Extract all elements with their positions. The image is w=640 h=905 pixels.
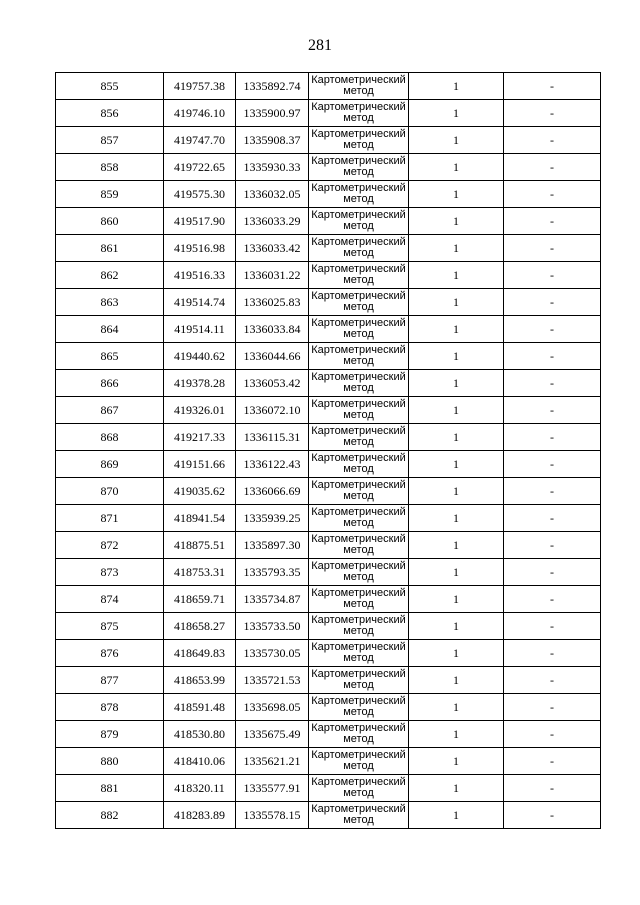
accuracy-cell: 1 [409,208,504,235]
point-number-cell: 875 [56,613,164,640]
table-row [56,667,601,694]
y-coordinate-cell: 1335734.87 [236,586,309,613]
y-coordinate-cell: 1335621.21 [236,748,309,775]
table-row [56,181,601,208]
y-coordinate-cell: 1336025.83 [236,289,309,316]
x-coordinate-cell: 419514.74 [164,289,236,316]
table-row [56,721,601,748]
accuracy-cell: 1 [409,127,504,154]
table-row [56,289,601,316]
x-coordinate-cell: 418941.54 [164,505,236,532]
method-label-line1: Картометрический [311,290,406,302]
method-label-line1: Картометрический [311,101,406,113]
accuracy-cell: 1 [409,640,504,667]
method-label-line1: Картометрический [311,614,406,626]
y-coordinate-cell: 1335675.49 [236,721,309,748]
table-row [56,262,601,289]
point-number-cell: 881 [56,775,164,802]
point-number-cell: 869 [56,451,164,478]
table-row [56,397,601,424]
point-number-cell: 880 [56,748,164,775]
method-label-line2: метод [343,787,374,799]
method-label-line1: Картометрический [311,722,406,734]
method-label-line2: метод [343,220,374,232]
accuracy-cell: 1 [409,262,504,289]
method-label-line1: Картометрический [311,533,406,545]
table-row [56,154,601,181]
table-row [56,235,601,262]
y-coordinate-cell: 1336031.22 [236,262,309,289]
x-coordinate-cell: 418653.99 [164,667,236,694]
point-number-cell: 864 [56,316,164,343]
method-label-line2: метод [343,814,374,826]
point-number-cell: 855 [56,73,164,100]
table-row [56,316,601,343]
note-cell: - [504,343,601,370]
x-coordinate-cell: 419722.65 [164,154,236,181]
table-row [56,694,601,721]
method-label-line2: метод [343,652,374,664]
accuracy-cell: 1 [409,694,504,721]
method-cell [309,694,409,721]
method-label-line1: Картометрический [311,128,406,140]
table-row [56,100,601,127]
y-coordinate-cell: 1335733.50 [236,613,309,640]
table-row [56,127,601,154]
accuracy-cell: 1 [409,370,504,397]
table-row [56,208,601,235]
y-coordinate-cell: 1335730.05 [236,640,309,667]
x-coordinate-cell: 419326.01 [164,397,236,424]
coordinates-table [55,72,601,829]
point-number-cell: 866 [56,370,164,397]
accuracy-cell: 1 [409,181,504,208]
y-coordinate-cell: 1335793.35 [236,559,309,586]
note-cell: - [504,721,601,748]
note-cell: - [504,748,601,775]
accuracy-cell: 1 [409,451,504,478]
method-cell [309,100,409,127]
method-cell [309,316,409,343]
point-number-cell: 879 [56,721,164,748]
x-coordinate-cell: 418649.83 [164,640,236,667]
note-cell: - [504,370,601,397]
x-coordinate-cell: 419514.11 [164,316,236,343]
method-label-line2: метод [343,193,374,205]
point-number-cell: 874 [56,586,164,613]
method-cell [309,235,409,262]
method-label-line1: Картометрический [311,236,406,248]
y-coordinate-cell: 1335939.25 [236,505,309,532]
x-coordinate-cell: 418753.31 [164,559,236,586]
note-cell: - [504,532,601,559]
method-cell [309,424,409,451]
accuracy-cell: 1 [409,748,504,775]
method-label-line2: метод [343,436,374,448]
y-coordinate-cell: 1335721.53 [236,667,309,694]
page-number: 281 [308,37,332,54]
method-label-line2: метод [343,355,374,367]
method-cell [309,532,409,559]
coordinates-table-body [56,73,601,829]
accuracy-cell: 1 [409,73,504,100]
note-cell: - [504,559,601,586]
y-coordinate-cell: 1335900.97 [236,100,309,127]
y-coordinate-cell: 1336115.31 [236,424,309,451]
note-cell: - [504,127,601,154]
y-coordinate-cell: 1335908.37 [236,127,309,154]
method-cell [309,586,409,613]
point-number-cell: 859 [56,181,164,208]
method-cell [309,775,409,802]
accuracy-cell: 1 [409,289,504,316]
x-coordinate-cell: 418320.11 [164,775,236,802]
method-cell [309,154,409,181]
method-label-line2: метод [343,733,374,745]
method-label-line1: Картометрический [311,479,406,491]
accuracy-cell: 1 [409,154,504,181]
table-row [56,424,601,451]
method-cell [309,451,409,478]
y-coordinate-cell: 1336033.84 [236,316,309,343]
x-coordinate-cell: 419757.38 [164,73,236,100]
method-label-line1: Картометрический [311,398,406,410]
method-label-line2: метод [343,166,374,178]
table-row [56,613,601,640]
point-number-cell: 871 [56,505,164,532]
note-cell: - [504,73,601,100]
method-label-line1: Картометрический [311,209,406,221]
x-coordinate-cell: 419217.33 [164,424,236,451]
point-number-cell: 862 [56,262,164,289]
accuracy-cell: 1 [409,343,504,370]
point-number-cell: 861 [56,235,164,262]
x-coordinate-cell: 419035.62 [164,478,236,505]
note-cell: - [504,451,601,478]
method-label-line2: метод [343,328,374,340]
point-number-cell: 876 [56,640,164,667]
x-coordinate-cell: 418410.06 [164,748,236,775]
method-label-line1: Картометрический [311,155,406,167]
method-label-line2: метод [343,706,374,718]
accuracy-cell: 1 [409,721,504,748]
note-cell: - [504,802,601,829]
method-cell [309,559,409,586]
note-cell: - [504,478,601,505]
x-coordinate-cell: 419517.90 [164,208,236,235]
method-label-line1: Картометрический [311,344,406,356]
y-coordinate-cell: 1336053.42 [236,370,309,397]
method-label-line2: метод [343,301,374,313]
note-cell: - [504,586,601,613]
table-row [56,748,601,775]
method-label-line1: Картометрический [311,776,406,788]
point-number-cell: 872 [56,532,164,559]
y-coordinate-cell: 1335577.91 [236,775,309,802]
method-label-line1: Картометрический [311,668,406,680]
method-cell [309,289,409,316]
point-number-cell: 870 [56,478,164,505]
method-label-line2: метод [343,544,374,556]
point-number-cell: 858 [56,154,164,181]
y-coordinate-cell: 1336033.29 [236,208,309,235]
method-cell [309,613,409,640]
method-cell [309,343,409,370]
method-label-line1: Картометрический [311,263,406,275]
method-cell [309,640,409,667]
y-coordinate-cell: 1335892.74 [236,73,309,100]
table-row [56,451,601,478]
x-coordinate-cell: 419516.33 [164,262,236,289]
y-coordinate-cell: 1336122.43 [236,451,309,478]
method-label-line1: Картометрический [311,641,406,653]
table-row [56,640,601,667]
method-cell [309,73,409,100]
note-cell: - [504,235,601,262]
point-number-cell: 856 [56,100,164,127]
x-coordinate-cell: 419378.28 [164,370,236,397]
point-number-cell: 882 [56,802,164,829]
method-label-line2: метод [343,598,374,610]
method-label-line1: Картометрический [311,317,406,329]
x-coordinate-cell: 419575.30 [164,181,236,208]
point-number-cell: 873 [56,559,164,586]
y-coordinate-cell: 1336044.66 [236,343,309,370]
note-cell: - [504,667,601,694]
y-coordinate-cell: 1336033.42 [236,235,309,262]
y-coordinate-cell: 1335698.05 [236,694,309,721]
note-cell: - [504,181,601,208]
note-cell: - [504,613,601,640]
x-coordinate-cell: 418283.89 [164,802,236,829]
method-cell [309,748,409,775]
note-cell: - [504,154,601,181]
point-number-cell: 867 [56,397,164,424]
method-label-line2: метод [343,247,374,259]
table-row [56,586,601,613]
accuracy-cell: 1 [409,100,504,127]
accuracy-cell: 1 [409,424,504,451]
method-label-line1: Картометрический [311,803,406,815]
y-coordinate-cell: 1335578.15 [236,802,309,829]
y-coordinate-cell: 1336066.69 [236,478,309,505]
point-number-cell: 868 [56,424,164,451]
note-cell: - [504,316,601,343]
table-row [56,73,601,100]
accuracy-cell: 1 [409,613,504,640]
x-coordinate-cell: 419516.98 [164,235,236,262]
method-label-line2: метод [343,490,374,502]
accuracy-cell: 1 [409,586,504,613]
point-number-cell: 878 [56,694,164,721]
method-cell [309,802,409,829]
table-row [56,505,601,532]
table-row [56,343,601,370]
accuracy-cell: 1 [409,559,504,586]
method-label-line2: метод [343,517,374,529]
method-cell [309,370,409,397]
accuracy-cell: 1 [409,802,504,829]
point-number-cell: 860 [56,208,164,235]
method-cell [309,127,409,154]
method-label-line2: метод [343,571,374,583]
accuracy-cell: 1 [409,505,504,532]
method-label-line1: Картометрический [311,74,406,86]
method-label-line1: Картометрический [311,560,406,572]
method-label-line1: Картометрический [311,587,406,599]
method-label-line2: метод [343,760,374,772]
method-label-line2: метод [343,409,374,421]
accuracy-cell: 1 [409,478,504,505]
x-coordinate-cell: 419747.70 [164,127,236,154]
method-label-line2: метод [343,463,374,475]
method-label-line1: Картометрический [311,371,406,383]
table-row [56,802,601,829]
method-label-line2: метод [343,274,374,286]
method-label-line2: метод [343,382,374,394]
x-coordinate-cell: 418659.71 [164,586,236,613]
table-row [56,559,601,586]
x-coordinate-cell: 418658.27 [164,613,236,640]
x-coordinate-cell: 418530.80 [164,721,236,748]
accuracy-cell: 1 [409,316,504,343]
x-coordinate-cell: 418875.51 [164,532,236,559]
method-cell [309,721,409,748]
note-cell: - [504,208,601,235]
point-number-cell: 877 [56,667,164,694]
table-row [56,775,601,802]
point-number-cell: 865 [56,343,164,370]
table-row [56,478,601,505]
method-label-line2: метод [343,139,374,151]
method-label-line2: метод [343,112,374,124]
note-cell: - [504,775,601,802]
accuracy-cell: 1 [409,532,504,559]
method-label-line1: Картометрический [311,749,406,761]
note-cell: - [504,424,601,451]
point-number-cell: 863 [56,289,164,316]
method-label-line2: метод [343,679,374,691]
y-coordinate-cell: 1335930.33 [236,154,309,181]
y-coordinate-cell: 1335897.30 [236,532,309,559]
note-cell: - [504,262,601,289]
method-cell [309,262,409,289]
method-cell [309,208,409,235]
x-coordinate-cell: 419440.62 [164,343,236,370]
table-row [56,532,601,559]
accuracy-cell: 1 [409,775,504,802]
method-cell [309,505,409,532]
method-cell [309,667,409,694]
method-label-line1: Картометрический [311,182,406,194]
method-label-line1: Картометрический [311,425,406,437]
accuracy-cell: 1 [409,397,504,424]
note-cell: - [504,694,601,721]
table-row [56,370,601,397]
method-cell [309,478,409,505]
method-label-line2: метод [343,625,374,637]
x-coordinate-cell: 419746.10 [164,100,236,127]
accuracy-cell: 1 [409,667,504,694]
y-coordinate-cell: 1336072.10 [236,397,309,424]
note-cell: - [504,397,601,424]
method-label-line1: Картометрический [311,506,406,518]
method-label-line2: метод [343,85,374,97]
x-coordinate-cell: 419151.66 [164,451,236,478]
method-label-line1: Картометрический [311,452,406,464]
note-cell: - [504,289,601,316]
method-cell [309,181,409,208]
accuracy-cell: 1 [409,235,504,262]
method-cell [309,397,409,424]
note-cell: - [504,100,601,127]
note-cell: - [504,640,601,667]
y-coordinate-cell: 1336032.05 [236,181,309,208]
point-number-cell: 857 [56,127,164,154]
note-cell: - [504,505,601,532]
x-coordinate-cell: 418591.48 [164,694,236,721]
method-label-line1: Картометрический [311,695,406,707]
